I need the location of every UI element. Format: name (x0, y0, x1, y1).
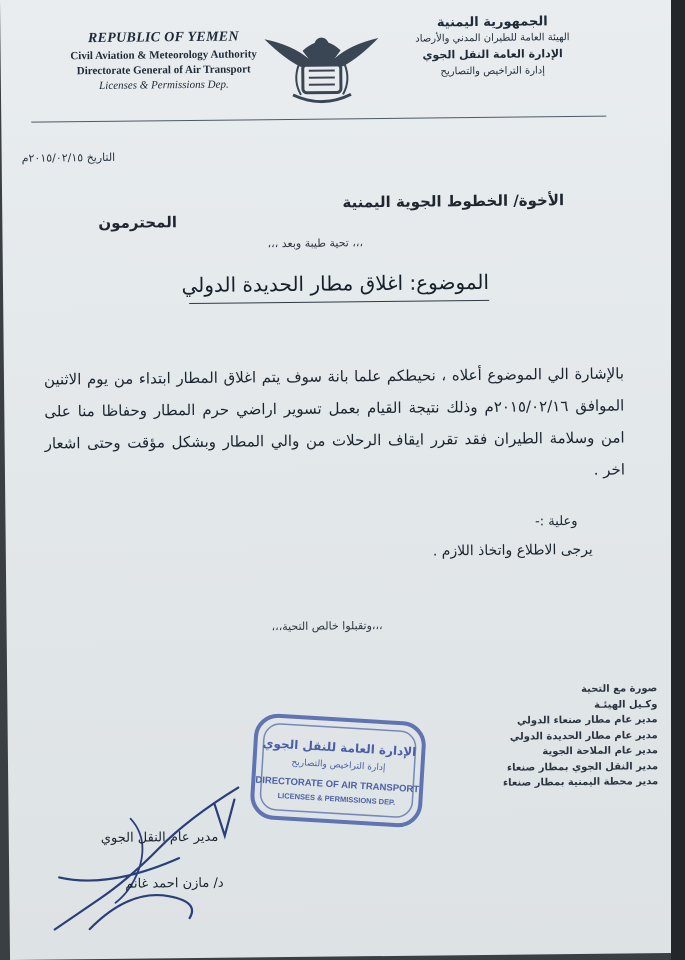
letter-body (44, 357, 625, 491)
authority-name-ar: الهيئة العامة للطيران المدني والأرصاد (415, 32, 570, 45)
eagle-emblem-icon (262, 24, 381, 109)
cc-item: مدير النقل الجوي بمطار صنعاء (506, 760, 659, 774)
accordingly-line: وعلية :- (534, 513, 578, 530)
department-name-en: Licenses & Permissions Dep. (99, 78, 229, 92)
stamp-ar-line1: الإدارة العامة للنقل الجوي (262, 735, 417, 760)
greeting: ،،، تحية طيبة وبعد ،،، (267, 236, 364, 251)
directorate-name-ar: الإدارة العامة النقل الجوي (422, 47, 563, 62)
country-name-en: REPUBLIC OF YEMEN (87, 29, 239, 47)
respect-title: المحترمون (98, 213, 178, 232)
handwritten-signature (38, 777, 260, 939)
background-edge (671, 0, 685, 960)
subject-block (153, 270, 489, 305)
stamp-en-line1: DIRECTORATE OF AIR TRANSPORT (255, 774, 420, 796)
signatory-title: مدير عام النقل الجوي (100, 829, 219, 846)
department-name-ar: إدارة التراخيص والتصاريح (440, 65, 546, 78)
cc-item: صورة مع التحية (580, 683, 658, 695)
stamp-ar-line2: إدارة التراخيص والتصاريح (291, 757, 386, 774)
cc-item: مدير عام مطار الحديدة الدولي (509, 729, 658, 743)
stamp-en-line2: LICENSES & PERMISSIONS DEP. (277, 790, 396, 807)
cc-list (467, 681, 658, 791)
body-paragraph: بالإشارة الي الموضوع أعلاه ، نحيطكم علما بانة سوف يتم اغلاق المطار ابتداء من يوم الاثنين الموافق ٢٠١٥/٠٢/١٦م وذلك نتيجة القيام بعمل تسوير اراضي حرم المطار وحفاظا منا على امن وسلامة الطيران فقد تقرر ايقاف الرحلات من والي المطار وبشكل مؤقت وحتى اشعار اخر . (43, 364, 626, 479)
signatory-name: د/ مازن احمد غانم (125, 875, 224, 892)
addressee: الأخوة/ الخطوط الجوية اليمنية (342, 191, 565, 212)
directorate-name-en: Directorate General of Air Transport (76, 63, 251, 78)
letter-date: التاريخ ٢٠١٥/٠٢/١٥م (21, 150, 116, 165)
subject-underline (189, 300, 489, 304)
header-divider (31, 116, 606, 123)
cc-item: مدير عام الملاحة الجوية (542, 745, 658, 758)
country-name-ar: الجمهورية اليمنية (436, 14, 548, 31)
authority-name-en: Civil Aviation & Meteorology Authority (70, 48, 257, 63)
official-stamp (247, 711, 428, 831)
letterhead-english (48, 29, 279, 92)
cc-item: مدير عام مطار صنعاء الدولي (516, 714, 658, 727)
cc-item: وكـيل الهيئـة (593, 698, 658, 711)
subject-line: الموضوع: اغلاق مطار الحديدة الدولي (181, 269, 490, 298)
closing-line: ،،،وتقبلوا خالص التحية،،، (271, 619, 383, 634)
request-line: يرجى الاطلاع واتخاذ اللازم . (432, 541, 593, 560)
cc-item: مدير محطة اليمنية بمطار صنعاء (502, 776, 659, 789)
letterhead-arabic (382, 14, 603, 78)
